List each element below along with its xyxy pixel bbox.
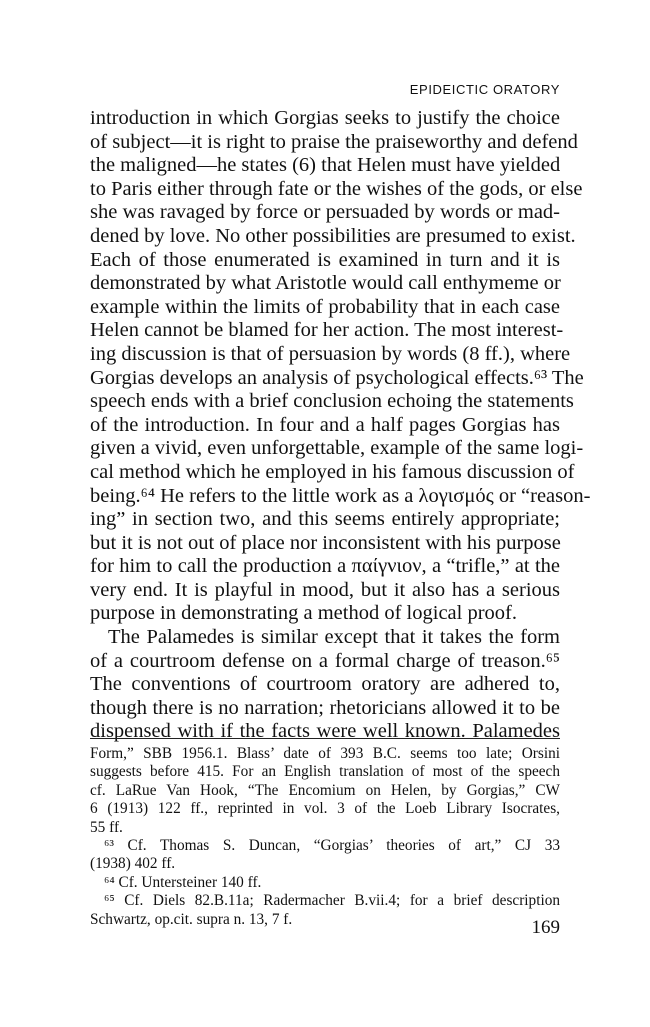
footnote-line: 6 (1913) 122 ff., reprinted in vol. 3 of the Loeb Library Isocrates, (90, 800, 560, 818)
body-line: of the introduction. In four and a half pages Gorgias has (90, 413, 560, 436)
footnote-line: 55 ff. (90, 818, 123, 836)
body-line: of a courtroom defense on a formal charge of treason.⁶⁵ (90, 649, 560, 672)
body-line: the maligned—he states (6) that Helen must have yielded (90, 154, 561, 177)
body-line: ing” in section two, and this seems entirely appropriate; (90, 508, 560, 531)
footnote-line: Form,” SBB 1956.1. Blass’ date of 393 B.C. seems too late; Orsini (90, 745, 560, 762)
body-line: but it is not out of place nor inconsistent with his purpose (90, 531, 561, 554)
footnote-line: ⁶⁴ Cf. Untersteiner 140 ff. (104, 873, 262, 891)
footnotes (90, 745, 560, 929)
body-text (90, 107, 591, 744)
body-line: dened by love. No other possibilities are presumed to exist. (90, 224, 576, 247)
body-line: to Paris either through fate or the wishes of the gods, or else (90, 177, 583, 200)
body-line: given a vivid, even unforgettable, example of the same logi- (90, 437, 584, 460)
body-line: though there is no narration; rhetoricians allowed it to be (90, 696, 560, 719)
body-line: introduction in which Gorgias seeks to justify the choice (90, 107, 560, 129)
body-line: very end. It is playful in mood, but it also has a serious (90, 578, 560, 601)
body-line: The Palamedes is similar except that it takes the form (108, 626, 560, 649)
footnote-line: ⁶³ Cf. Thomas S. Duncan, “Gorgias’ theories of art,” CJ 33 (104, 836, 560, 854)
body-line: Each of those enumerated is examined in turn and it is (90, 248, 560, 271)
body-line: demonstrated by what Aristotle would call enthymeme or (90, 272, 561, 295)
body-line: purpose in demonstrating a method of logical proof. (90, 602, 517, 625)
body-line: cal method which he employed in his famous discussion of (90, 460, 575, 483)
body-line: she was ravaged by force or persuaded by words or mad- (90, 201, 560, 224)
body-line: being.⁶⁴ He refers to the little work as a λογισμός or “reason- (90, 484, 591, 507)
footnote-line: cf. LaRue Van Hook, “The Encomium on Helen, by Gorgias,” CW (90, 781, 560, 799)
footnote-line: (1938) 402 ff. (90, 855, 176, 873)
body-line: example within the limits of probability that in each case (90, 295, 560, 318)
body-line: dispensed with if the facts were well known. Palamedes (90, 720, 560, 743)
running-head: EPIDEICTIC ORATORY (409, 82, 560, 97)
footnote-line: Schwartz, op.cit. supra n. 13, 7 f. (90, 910, 293, 928)
body-line: for him to call the production a παίγνιον, a “trifle,” at the (90, 555, 560, 578)
footnote-line: suggests before 415. For an English translation of most of the speech (90, 763, 560, 781)
page-number: 169 (531, 917, 560, 938)
footnote-rule (90, 738, 560, 739)
body-line: Gorgias develops an analysis of psychological effects.⁶³ The (90, 366, 584, 389)
body-line: speech ends with a brief conclusion echoing the statements (90, 390, 574, 413)
body-line: The conventions of courtroom oratory are adhered to, (90, 673, 560, 696)
body-line: Helen cannot be blamed for her action. The most interest- (90, 319, 564, 342)
body-line: ing discussion is that of persuasion by words (8 ff.), where (90, 342, 571, 365)
footnote-line: ⁶⁵ Cf. Diels 82.B.11a; Radermacher B.vii.4; for a brief description (104, 892, 560, 910)
body-line: of subject—it is right to praise the praiseworthy and defend (90, 130, 578, 153)
